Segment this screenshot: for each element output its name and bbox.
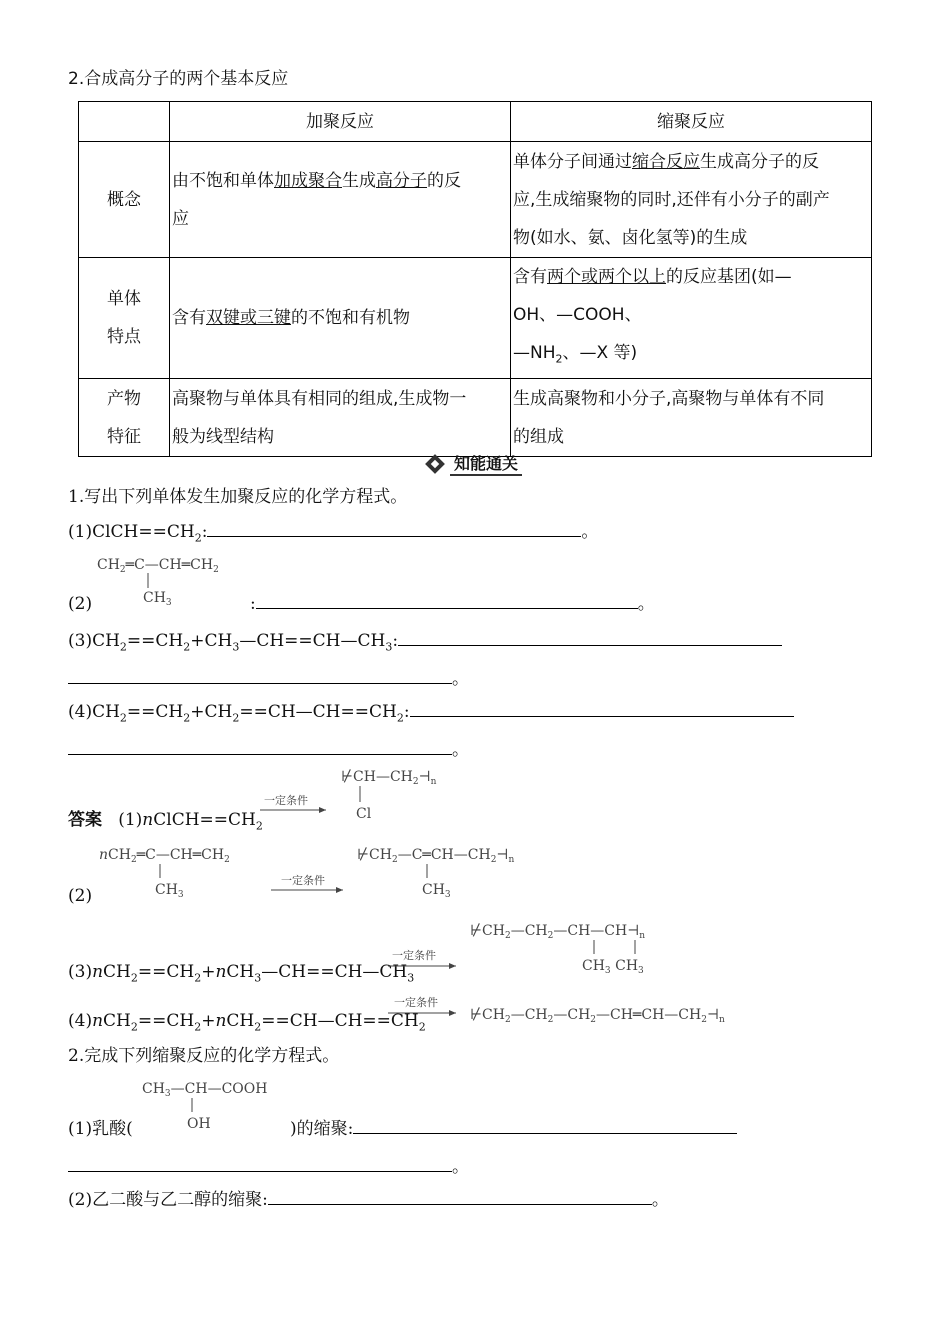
header-addition: 加聚反应: [170, 102, 511, 142]
q2-item-1-cont: 。: [68, 1156, 469, 1178]
svg-text:一定条件: 一定条件: [281, 874, 325, 887]
comparison-table: [78, 101, 872, 457]
svg-text:CH3: $CH_3$: [155, 882, 184, 900]
cell-product-addition: 高聚物与单体具有相同的组成,生成物一 般为线型结构: [170, 379, 511, 457]
row-label-product: 产物 特征: [79, 379, 170, 457]
cell-product-condensation: 生成高聚物和小分子,高聚物与单体有不同 的组成: [511, 379, 872, 457]
cell-monomer-condensation: 含有两个或两个以上的反应基团(如— OH、—COOH、 $—NH_2$、—X 等): [511, 258, 872, 379]
q1-item-3: $(3)CH_2==CH_2+CH_3—CH==CH—CH_3$:: [68, 630, 782, 658]
answer-4-product: [384, 990, 784, 1028]
svg-text:一定条件: 一定条件: [392, 949, 436, 962]
header-condensation: 缩聚反应: [511, 102, 872, 142]
section-badge: 知能通关: [424, 451, 522, 476]
cell-concept-condensation: 单体分子间通过缩合反应生成高分子的反 应,生成缩聚物的同时,还伴有小分子的副产 物(如水、氨、卤化氢等)的生成: [511, 142, 872, 258]
diamond-icon: [425, 454, 445, 474]
cell-concept-addition: 由不饱和单体加成聚合生成高分子的反 应: [170, 142, 511, 258]
cell-monomer-addition: 含有双键或三键的不饱和有机物: [170, 258, 511, 379]
answer-2-reaction: [97, 840, 557, 902]
svg-text:nCH2═C—CH═CH2: $nCH_2═C—CH═CH_2$: [99, 847, 230, 865]
svg-text:CH3—CH—COOH: $CH_3—CH—COOH$: [142, 1081, 268, 1099]
q1-item-3-cont: 。: [68, 668, 469, 690]
row-label-monomer: 单体 特点: [79, 258, 170, 379]
svg-text:⊬CH2—CH2—CH2—CH═CH—CH2⊣n: $⊬CH_2—CH_2—CH_2—CH═CH—CH_2⊣_n$: [470, 1007, 725, 1025]
answer-1: 答案 $(1)nClCH==CH_2$: [68, 810, 263, 833]
q1-item-2: (2): [68, 594, 93, 614]
q1-item-2-structure: [95, 552, 245, 610]
q2-item-2: (2)乙二酸与乙二醇的缩聚: 。: [68, 1190, 669, 1210]
q1-item-4: $(4)CH_2==CH_2+CH_2==CH—CH==CH_2$:: [68, 701, 794, 729]
svg-text:OH: OH: [187, 1116, 211, 1132]
q2-title: 2.完成下列缩聚反应的化学方程式。: [68, 1046, 340, 1066]
q2-item-1-blank: )的缩聚:: [290, 1118, 737, 1140]
row-label-concept: 概念: [79, 142, 170, 258]
q1-title: 1.写出下列单体发生加聚反应的化学方程式。: [68, 487, 408, 507]
svg-text:CH3: $CH_3$: [422, 882, 451, 900]
lactic-acid-structure: [140, 1074, 300, 1132]
q1-item-4-cont: 。: [68, 739, 469, 761]
answer-3-product: [384, 916, 684, 978]
svg-text:⊬CH2—CH2—CH—CH⊣n: $⊬CH_2—CH_2—CH—CH⊣_n$: [470, 923, 646, 941]
q1-item-1: $(1)ClCH==CH_2$: 。: [68, 522, 599, 545]
svg-text:CH2═C—CH═CH2: $CH_2═C—CH═CH_2$: [97, 557, 219, 575]
svg-text:一定条件: 一定条件: [394, 996, 438, 1009]
svg-text:Cl: Cl: [356, 806, 372, 822]
answer-3: $(3)nCH_2==CH_2+nCH_3—CH==CH—CH_3$: [68, 962, 415, 985]
q2-item-1: (1)乳酸(: [68, 1119, 133, 1139]
answer-2-label: (2): [68, 886, 93, 906]
svg-text:CH3: $CH_3$: [143, 590, 172, 608]
answer-1-product: [256, 762, 456, 824]
svg-text:一定条件: 一定条件: [264, 794, 308, 807]
section-title: 2.合成高分子的两个基本反应: [68, 69, 289, 89]
answer-4: $(4)nCH_2==CH_2+nCH_2==CH—CH==CH_2$: [68, 1011, 426, 1034]
svg-text:CH3 CH3: $CH_3$ $CH_3$: [582, 958, 644, 976]
q1-item-2-blank: : 。: [250, 594, 655, 614]
svg-text:⊬CH—CH2⊣n: $⊬CH—CH_2⊣_n$: [341, 769, 437, 787]
svg-text:⊬CH2—C═CH—CH2⊣n: $⊬CH_2—C═CH—CH_2⊣_n$: [357, 847, 515, 865]
corner-cell: [79, 102, 170, 142]
